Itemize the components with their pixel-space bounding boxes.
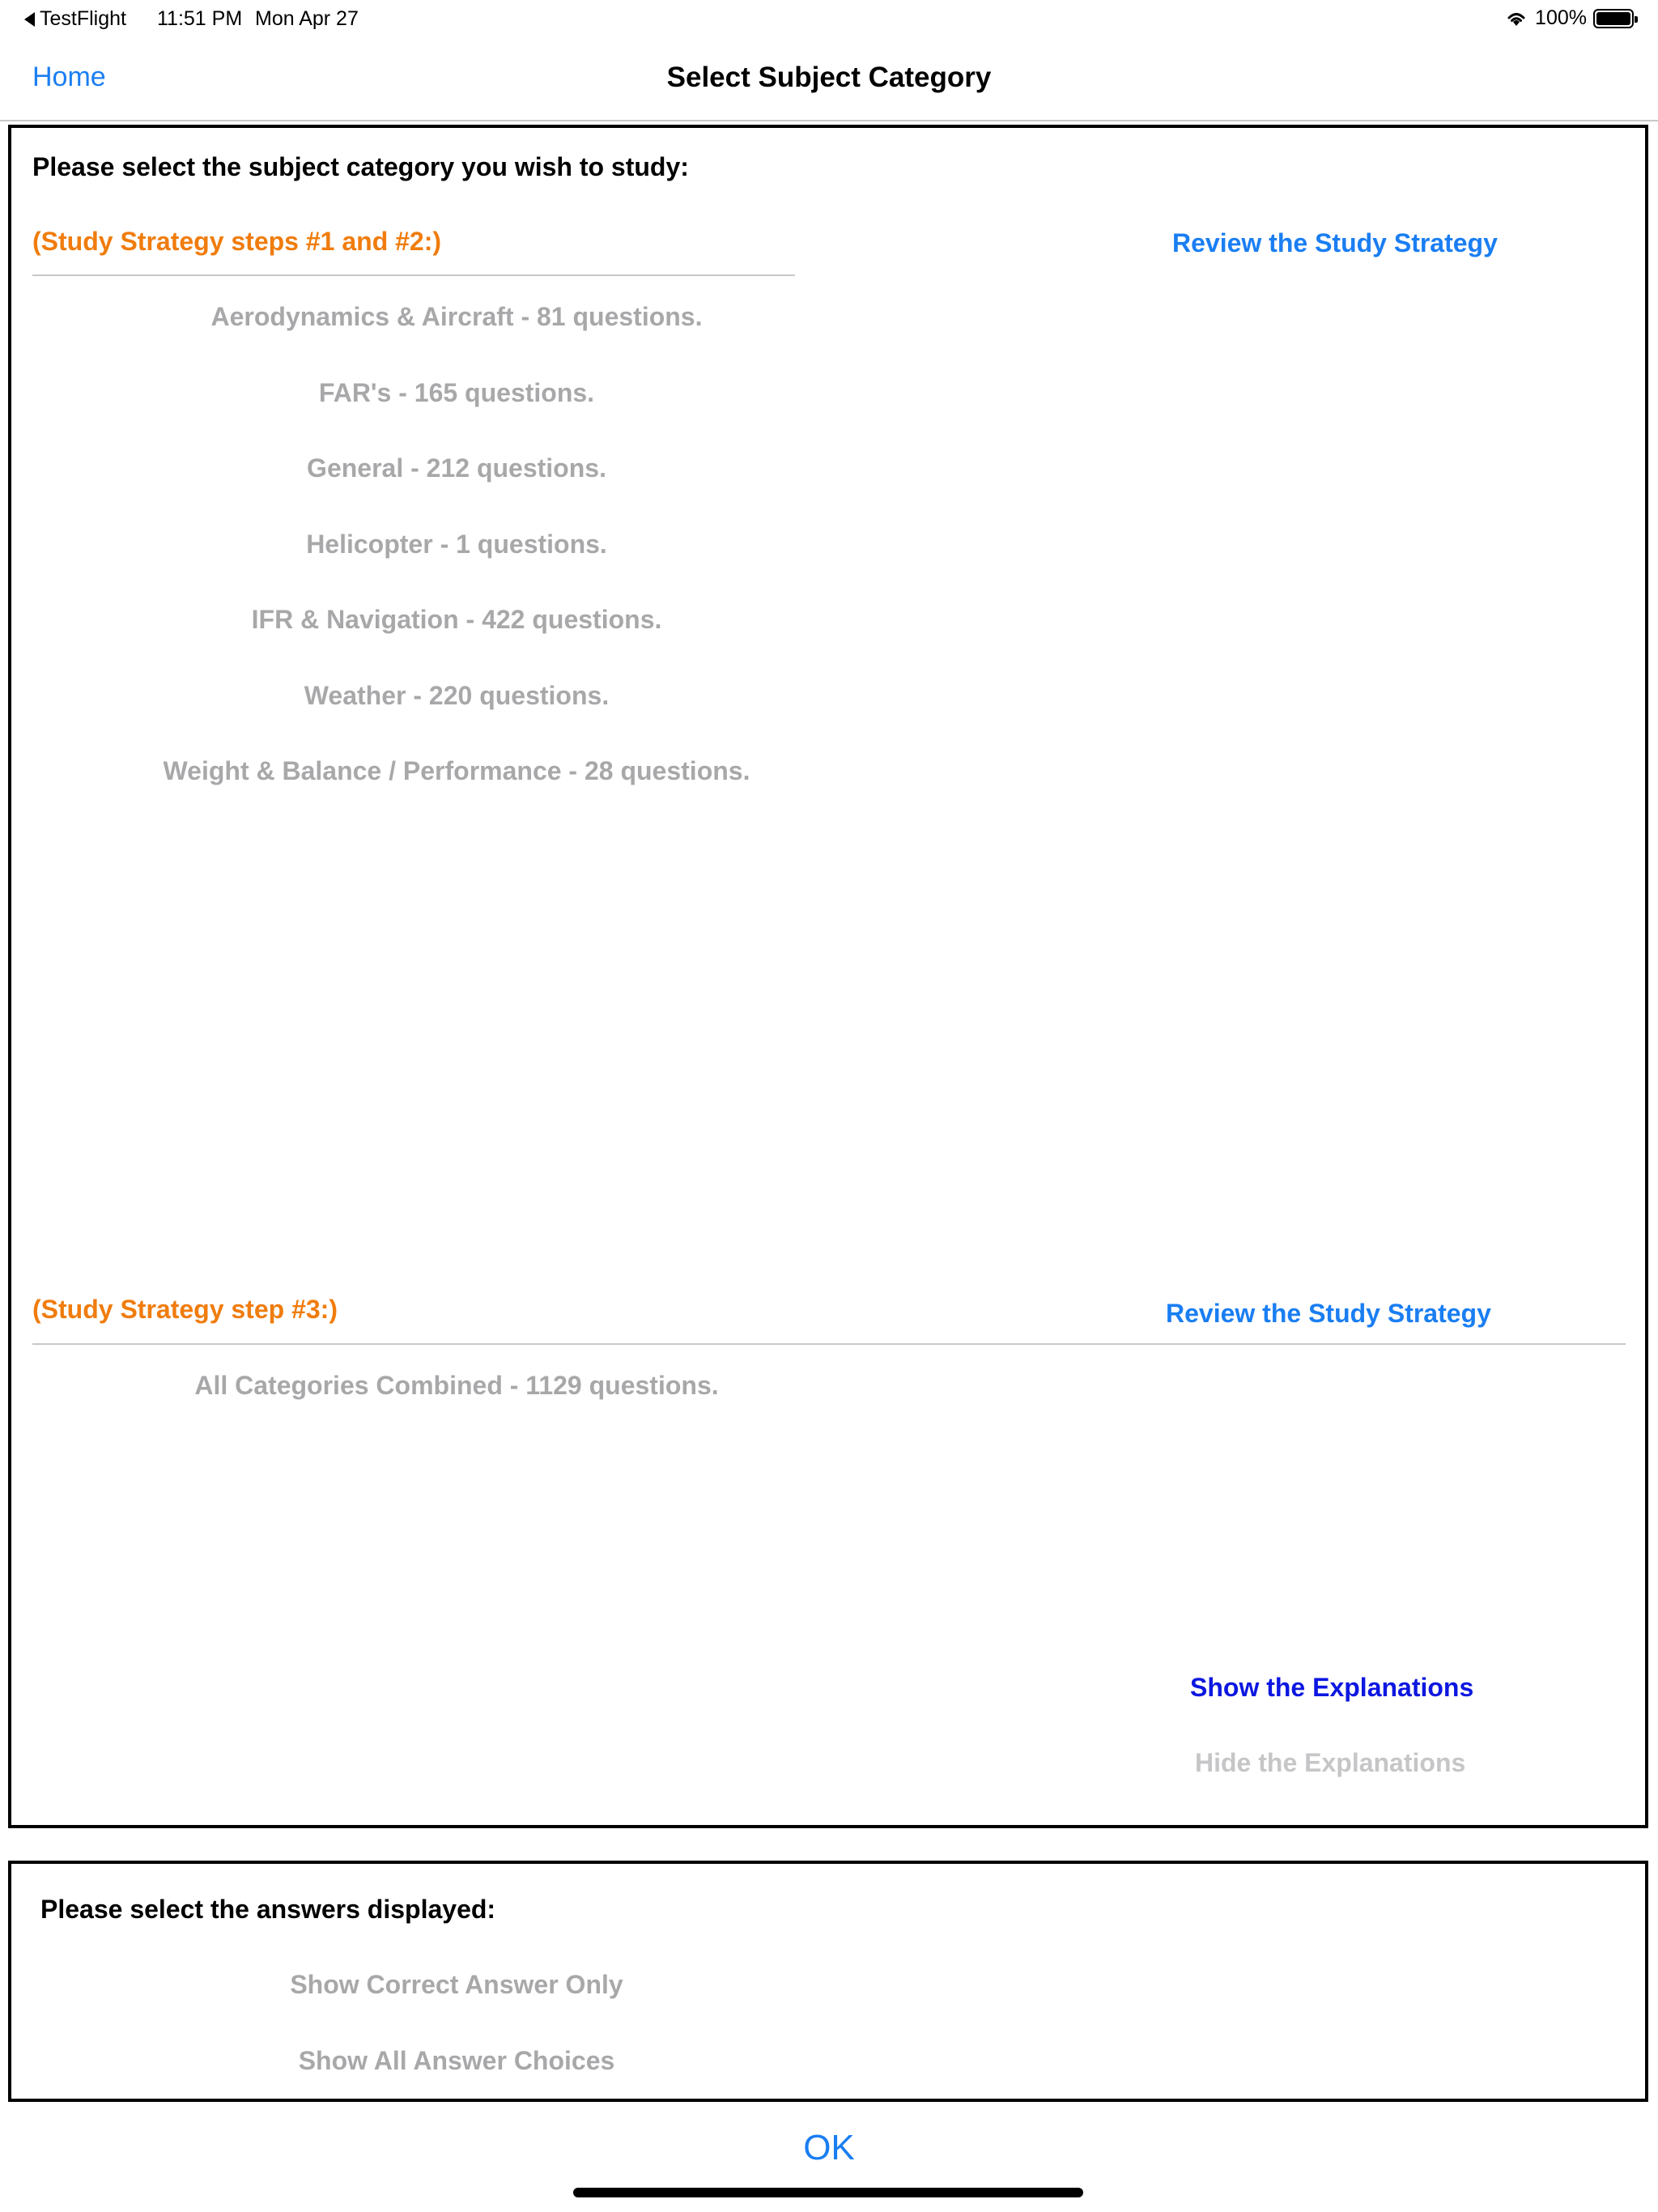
- battery-percent: 100%: [1535, 6, 1587, 29]
- navigation-bar: [0, 40, 1658, 121]
- page-title: Select Subject Category: [666, 62, 992, 93]
- section1-divider: [32, 274, 795, 276]
- battery-icon: [1593, 9, 1634, 28]
- category-aerodynamics-aircraft[interactable]: Aerodynamics & Aircraft - 81 questions.: [210, 302, 703, 331]
- show-correct-answer-only-option[interactable]: Show Correct Answer Only: [290, 1970, 623, 1999]
- strategy-steps-1-2-label: (Study Strategy steps #1 and #2:): [32, 227, 442, 256]
- status-time: 11:51 PM: [157, 7, 243, 30]
- ok-button[interactable]: OK: [803, 2128, 855, 2167]
- back-to-testflight[interactable]: [24, 7, 126, 31]
- section2-divider: [32, 1343, 1626, 1345]
- category-general[interactable]: General - 212 questions.: [307, 453, 606, 483]
- category-all-combined[interactable]: All Categories Combined - 1129 questions.: [194, 1371, 719, 1400]
- category-fars[interactable]: FAR's - 165 questions.: [318, 378, 595, 407]
- status-bar: [0, 0, 1658, 39]
- home-indicator[interactable]: [573, 2188, 1083, 2197]
- category-weather[interactable]: Weather - 220 questions.: [304, 681, 610, 710]
- review-study-strategy-link-1[interactable]: Review the Study Strategy: [1172, 228, 1498, 257]
- category-ifr-navigation[interactable]: IFR & Navigation - 422 questions.: [251, 605, 662, 634]
- show-all-answer-choices-option[interactable]: Show All Answer Choices: [298, 2046, 615, 2075]
- back-app-label: TestFlight: [40, 7, 126, 30]
- hide-explanations-button[interactable]: Hide the Explanations: [1195, 1748, 1466, 1777]
- home-button[interactable]: Home: [32, 62, 106, 92]
- subject-instruction: Please select the subject category you wish to study:: [32, 152, 689, 181]
- strategy-step-3-label: (Study Strategy step #3:): [32, 1295, 338, 1324]
- wifi-icon: [1504, 9, 1528, 28]
- category-helicopter[interactable]: Helicopter - 1 questions.: [306, 530, 607, 559]
- back-arrow-icon: [24, 12, 35, 27]
- answers-instruction: Please select the answers displayed:: [40, 1895, 496, 1924]
- category-weight-balance-performance[interactable]: Weight & Balance / Performance - 28 questions.: [163, 756, 750, 785]
- subject-category-panel: [8, 125, 1648, 1828]
- show-explanations-button[interactable]: Show the Explanations: [1190, 1673, 1474, 1702]
- answers-display-panel: [8, 1861, 1648, 2102]
- review-study-strategy-link-2[interactable]: Review the Study Strategy: [1166, 1299, 1491, 1328]
- status-right: [1504, 6, 1634, 30]
- status-date: Mon Apr 27: [255, 7, 359, 30]
